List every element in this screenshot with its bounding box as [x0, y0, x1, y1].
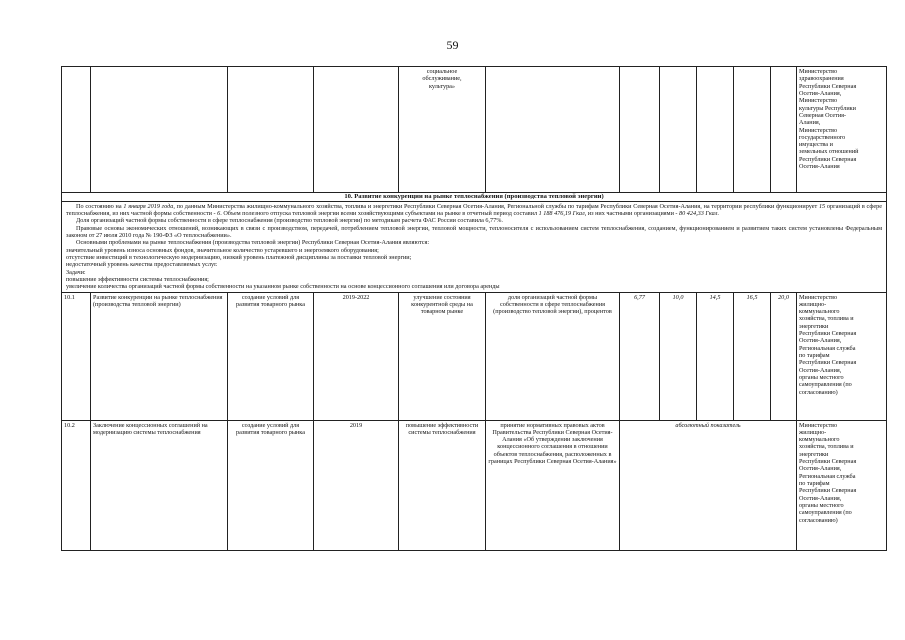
row-indicator: принятие нормативных правовых актов Правительства Республики Северная Осетия-Алания «Об утверждении заключения концессионного соглашения в отношении объектов теплоснабжения, расположенных в границах Республики Северная Осетия-Алания» [486, 420, 620, 550]
paragraph-private-share: Доля организаций частной формы собственности в сфере теплоснабжения (производство тепловой энергии) по методикам расчета ФАС России составила 6,77%. [76, 217, 503, 225]
section-description [62, 201, 887, 292]
cell-line: энергетики [799, 322, 829, 330]
table-row [62, 420, 887, 550]
cell-line: культуры Республики [799, 104, 856, 112]
section-title-row [62, 193, 887, 202]
cell-line: Региональная служба [799, 472, 856, 480]
cell-line: по тарифам [799, 480, 830, 488]
table-row [62, 292, 887, 420]
cell-line: Министерство [799, 421, 838, 429]
row-period: 2019-2022 [314, 292, 399, 420]
row-value-5: 20,0 [771, 292, 797, 420]
task-item: увеличение количества организаций частной формы собственности на указанном рынке собственности на основе концессионного соглашения или договора аренды [66, 283, 500, 291]
problem-item: отсутствие инвестиций в технологическую модернизацию, низкий уровень платежной дисциплины за поставки тепловой энергии; [66, 253, 412, 261]
cell-line: Республики Северная [799, 458, 857, 466]
cell-line: земельных отношений [799, 148, 859, 156]
cell-line: имущества и [799, 141, 833, 149]
cell-line: здравоохранения [799, 75, 844, 83]
cell-line: Республики Северная [799, 487, 857, 495]
cell-line: обслуживание, [422, 75, 462, 83]
cell-line: Региональная служба [799, 344, 856, 352]
cell-line: Республики Северная [799, 155, 857, 163]
cell-line: Министерство [799, 126, 838, 134]
cell-line: самоуправления (по [799, 509, 852, 517]
cell-line: культура» [428, 82, 456, 90]
row-event: Развитие конкуренции на рынке теплоснабжения (производства тепловой энергии) [91, 292, 228, 420]
cont-result-cell [399, 67, 486, 193]
cell-line: согласованию) [799, 388, 838, 396]
cell-line: коммунального [799, 308, 840, 316]
row-merged-value: абсолютный показатель [620, 420, 797, 550]
cell-line: самоуправления (по [799, 381, 852, 389]
cell-line: органы местного [799, 501, 844, 509]
section-title: 10. Развитие конкуренции на рынке теплоснабжения (производства тепловой энергии) [62, 193, 887, 202]
cell-line: органы местного [799, 373, 844, 381]
row-number: 10.1 [62, 292, 91, 420]
cell-line: Осетия-Алания, [799, 366, 842, 374]
cell-line: согласованию) [799, 516, 838, 524]
cell-line: энергетики [799, 450, 829, 458]
cell-line: Осетия-Алания, [799, 89, 842, 97]
cell-line: Министерство [799, 68, 838, 75]
row-indicator: доля организаций частной формы собственности в сфере теплоснабжения (производство тепловой энергии), процентов [486, 292, 620, 420]
page-number: 59 [446, 38, 459, 52]
row-problem: создание условий для развития товарного рынка [228, 292, 314, 420]
cell-line: Осетия-Алания, [799, 465, 842, 473]
row-value-2: 10,0 [660, 292, 697, 420]
cell-line: жилищно- [799, 428, 827, 436]
row-value-4: 16,5 [734, 292, 771, 420]
row-problem: создание условий для развития товарного рынка [228, 420, 314, 550]
cell-line: коммунального [799, 436, 840, 444]
section-text-row [62, 201, 887, 292]
paragraph-legal-basis: Правовые основы экономических отношений, возникающих в связи с производством, передачей, потреблением тепловой энергии, тепловой мощности, теплоносителя с использованием систем теплоснабжения, созданием, функционированием и развитием таких систем установлены Федеральным законом от 27 июля 2010 года № 190-ФЗ «О теплоснабжении». [66, 224, 882, 240]
row-value-1: 6,77 [620, 292, 660, 420]
cell-line: Министерство [799, 293, 838, 301]
problem-item: значительный уровень износа основных фондов, значительное количество устаревшего и энергоемкого оборудования; [66, 246, 379, 254]
continuation-row [62, 67, 887, 193]
cell-line: Республики Северная [799, 82, 857, 90]
row-result: повышение эффективности системы теплоснабжения [399, 420, 486, 550]
cont-responsible-cell [797, 67, 887, 193]
row-event: Заключение концессионных соглашений на модернизацию системы теплоснабжения [91, 420, 228, 550]
row-period: 2019 [314, 420, 399, 550]
cell-line: Министерство [799, 97, 838, 105]
cell-line: Осетия-Алания, [799, 494, 842, 502]
tasks-label: Задачи: [66, 268, 86, 276]
cell-line: Республики Северная [799, 330, 857, 338]
cell-line: по тарифам [799, 352, 830, 360]
row-number: 10.2 [62, 420, 91, 550]
cell-line: Северная Осетия- [799, 111, 847, 119]
cell-line: Алания, [799, 119, 821, 127]
paragraph-problems-intro: Основными проблемами на рынке теплоснабжения (производства тепловой энергии) Республики Северная Осетия-Алания являются: [76, 239, 430, 247]
cell-line: Осетия-Алания [799, 163, 840, 171]
cell-line: хозяйства, топлива и [799, 315, 854, 323]
row-responsible [797, 420, 887, 550]
cell-line: социальное [426, 68, 458, 75]
row-responsible [797, 292, 887, 420]
problem-item: недостаточный уровень качества предоставляемых услуг. [66, 261, 218, 269]
cell-line: хозяйства, топлива и [799, 443, 854, 451]
paragraph-market-state: По состоянию на 1 января 2019 года, по данным Министерства жилищно-коммунального хозяйства, топлива и энергетики Республики Северная Осетия-Алания, Региональной службы по тарифам Республики Северная Осетия-Алания, на территории республики функционирует 15 организаций в сфере теплоснабжения, из них частной формы собственности - 6. Объем полезного отпуска тепловой энергии всеми хозяйствующими субъектами на рынке в отчетный период составил 1 188 476,19 Гкал, из них частными организациями - 80 424,33 Гкал. [66, 202, 882, 218]
measures-table [61, 66, 887, 551]
task-item: повышение эффективности системы теплоснабжения; [66, 275, 209, 283]
row-result: улучшение состояния конкурентной среды на товарном рынке [399, 292, 486, 420]
cell-line: Осетия-Алания, [799, 337, 842, 345]
cell-line: государственного [799, 133, 846, 141]
row-value-3: 14,5 [697, 292, 734, 420]
cell-line: жилищно- [799, 300, 827, 308]
cell-line: Республики Северная [799, 359, 857, 367]
